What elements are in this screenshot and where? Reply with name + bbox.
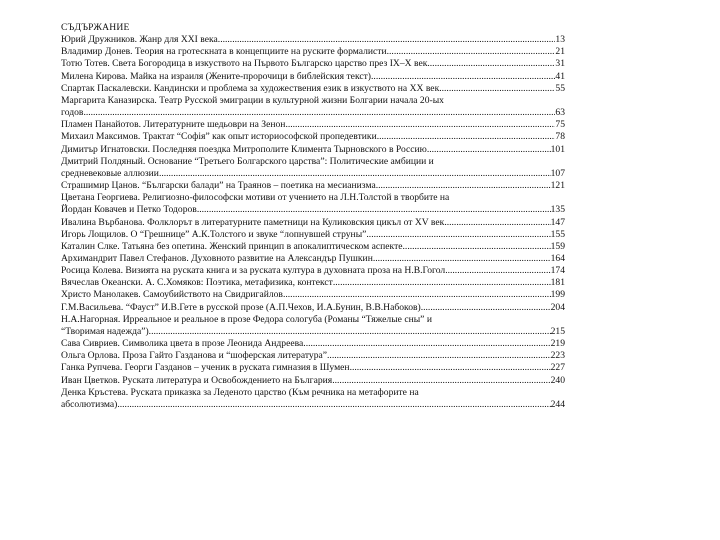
toc-entry-text: Ганка Рупчева. Георги Газданов – ученик в руската гимназия в Шумен [61,362,350,374]
dot-leader [327,350,551,362]
dot-leader [427,144,551,156]
toc-entry-page: 181 [550,277,565,289]
toc-entry [61,34,565,46]
toc-entry-page: 55 [555,82,565,94]
toc-entry-text: Юрий Дружников. Жанр для XXI века [61,34,218,46]
toc-entry-page: 31 [555,58,565,70]
toc-entry-text: Христо Манолакев. Самоубийството на Свидригайлов [61,289,283,301]
toc-entry [61,83,565,95]
toc-entry [61,253,565,265]
toc-entry-text-line1: Дмитрий Полдяный. Основание “Третьего Болгарского царства”: Политические амбиции и [61,155,434,167]
toc-entry-text: Иван Цветков. Руската литература и Освобождението на България [61,374,333,386]
toc-entry-page: 199 [550,289,565,301]
toc-entry-text: Милена Кирова. Майка на израиля (Жените-пророчици в библейския текст) [61,70,372,82]
toc-entry-text-line1: Н.А.Нагорная. Ирреальное и реальное в прозе Федора сологуба (Романы “Тяжелые сны” и [61,313,432,325]
toc-entry-text: Ольга Орлова. Проза Гайто Газданова и “шоферская литература” [61,350,328,362]
toc-entry-text: Каталин Слке. Татьяна без опетина. Женский принцип в апокалиптическом аспекте [61,240,403,252]
toc-entry [61,71,565,83]
toc-entry-text: Архимандрит Павел Стефанов. Духовното развитие на Александър Пушкин [61,252,373,264]
toc-entry-page: 219 [550,338,565,350]
dot-leader [149,326,551,338]
toc-entry-text: Владимир Донев. Теория на гротескната в концепциите на руските формалисти [61,46,387,58]
toc-entry-page: 75 [555,119,565,131]
toc-entry-line2 [61,168,565,180]
dot-leader [421,302,551,314]
toc-entry [61,156,565,180]
dot-leader [366,229,550,241]
toc-entry-line2 [61,399,565,411]
toc-entry [61,387,565,411]
toc-entry-text: Йордан Ковачев и Петко Тодоров [61,204,197,216]
toc-entry-text: Вячеслав Океански. А. С.Хомяков: Поэтика, метафизика, контекст [61,277,333,289]
toc-entry-text-line1: Цветана Георгиева. Религиозно-философски мотиви от учението на Л.Н.Толстой в творбите на [61,192,450,204]
dot-leader [83,107,555,119]
toc-entry-page: 101 [550,143,565,155]
toc-entry-page: 121 [550,180,565,192]
toc-entry-text: Страшимир Цанов. “Български балади” на Траянов – поетика на месианизма [61,180,376,192]
table-of-contents [61,22,565,411]
toc-entry-page: 164 [550,252,565,264]
dot-leader [332,375,550,387]
toc-entry-page: 159 [550,240,565,252]
toc-entry-page: 13 [555,34,565,46]
toc-entry-text-line1: Денка Кръстева. Руската приказка за Леденото царство (Към речника на метафорите на [61,386,419,398]
toc-entry [61,265,565,277]
toc-entry-line2 [61,204,565,216]
toc-entry-page: 41 [555,70,565,82]
dot-leader [333,277,551,289]
toc-entry-page: 107 [550,167,565,179]
toc-entry-text: Сава Сивриев. Символика цвета в прозе Леонида Андреева [61,338,304,350]
toc-entry [61,119,565,131]
dot-leader [445,265,550,277]
dot-leader [439,83,555,95]
toc-entry-page: 63 [555,107,565,119]
toc-entry-text: Игорь Лощилов. О “Грешнице” А.К.Толстого и звуке “лопнувшей струны” [61,228,367,240]
toc-entry-text: Димитър Игнатовски. Последняя поездка Митрополите Климента Тырновского в Россию [61,143,427,155]
toc-entry-text: Михаил Максимов. Трактат “Софія” как опыт историософской пропедевтики [61,131,377,143]
toc-entry-page: 174 [550,265,565,277]
dot-leader [350,362,551,374]
toc-entry-text: Г.М.Васильева. “Фауст” И.В.Гете в русской прозе (А.П.Чехов, И.А.Бунин, В.В.Набоков) [61,301,421,313]
dot-leader [376,180,551,192]
toc-entry-page: 135 [550,204,565,216]
dot-leader [371,71,555,83]
toc-title: СЪДЪРЖАНИЕ [61,22,130,33]
dot-leader [117,399,550,411]
toc-entries [61,34,565,411]
toc-entry-page: 155 [550,228,565,240]
toc-entry-page: 147 [550,216,565,228]
toc-entry [61,131,565,143]
toc-entry [61,192,565,216]
toc-entry [61,241,565,253]
toc-entry-page: 244 [550,398,565,410]
toc-entry-line2 [61,107,565,119]
toc-entry [61,229,565,241]
dot-leader [159,168,551,180]
toc-entry [61,180,565,192]
toc-entry-text: Тотю Тотев. Света Богородица в изкуството на Първото Българско царство през IX–X век [61,58,428,70]
toc-entry [61,95,565,119]
dot-leader [218,34,556,46]
toc-entry [61,58,565,70]
toc-entry-page: 21 [555,46,565,58]
toc-entry-text: годов [61,107,84,119]
dot-leader [373,253,551,265]
toc-entry-text: Росица Колева. Визията на руската книга и за руската култура в духовната проза на Н.В.Гогол [61,265,446,277]
dot-leader [285,119,555,131]
toc-entry [61,46,565,58]
toc-entry [61,338,565,350]
toc-entry-page: 227 [550,362,565,374]
toc-entry-page: 223 [550,350,565,362]
toc-entry-text: “Творимая надежда”) [61,325,149,337]
dot-leader [377,131,556,143]
toc-entry [61,362,565,374]
dot-leader [283,289,551,301]
toc-entry-text: средневековые аллюзии [61,167,159,179]
toc-entry [61,217,565,229]
toc-entry [61,277,565,289]
toc-entry-page: 215 [550,325,565,337]
dot-leader [403,241,551,253]
toc-entry [61,144,565,156]
dot-leader [303,338,550,350]
toc-entry-text: Спартак Паскалевски. Кандински и проблема за художествения език в изкуството на XX век [61,82,440,94]
toc-entry-page: 240 [550,374,565,386]
toc-entry-page: 204 [550,301,565,313]
toc-entry [61,314,565,338]
toc-entry-line2 [61,326,565,338]
dot-leader [444,217,550,229]
toc-entry [61,302,565,314]
toc-entry-text: Пламен Панайотов. Литературните шедьоври на Зенон [61,119,286,131]
toc-entry-text: абсолютизма) [61,398,118,410]
toc-entry-text: Ивалина Върбанова. Фолклорът в литературните паметници на Куликовския цикъл от XV век [61,216,445,228]
toc-entry [61,350,565,362]
toc-entry [61,375,565,387]
dot-leader [197,204,551,216]
toc-entry-text-line1: Маргарита Каназирска. Театр Русской эмиграции в культурной жизни Болгарии начала 20-ых [61,94,444,106]
dot-leader [427,58,555,70]
dot-leader [387,46,556,58]
toc-entry [61,289,565,301]
toc-entry-page: 78 [555,131,565,143]
